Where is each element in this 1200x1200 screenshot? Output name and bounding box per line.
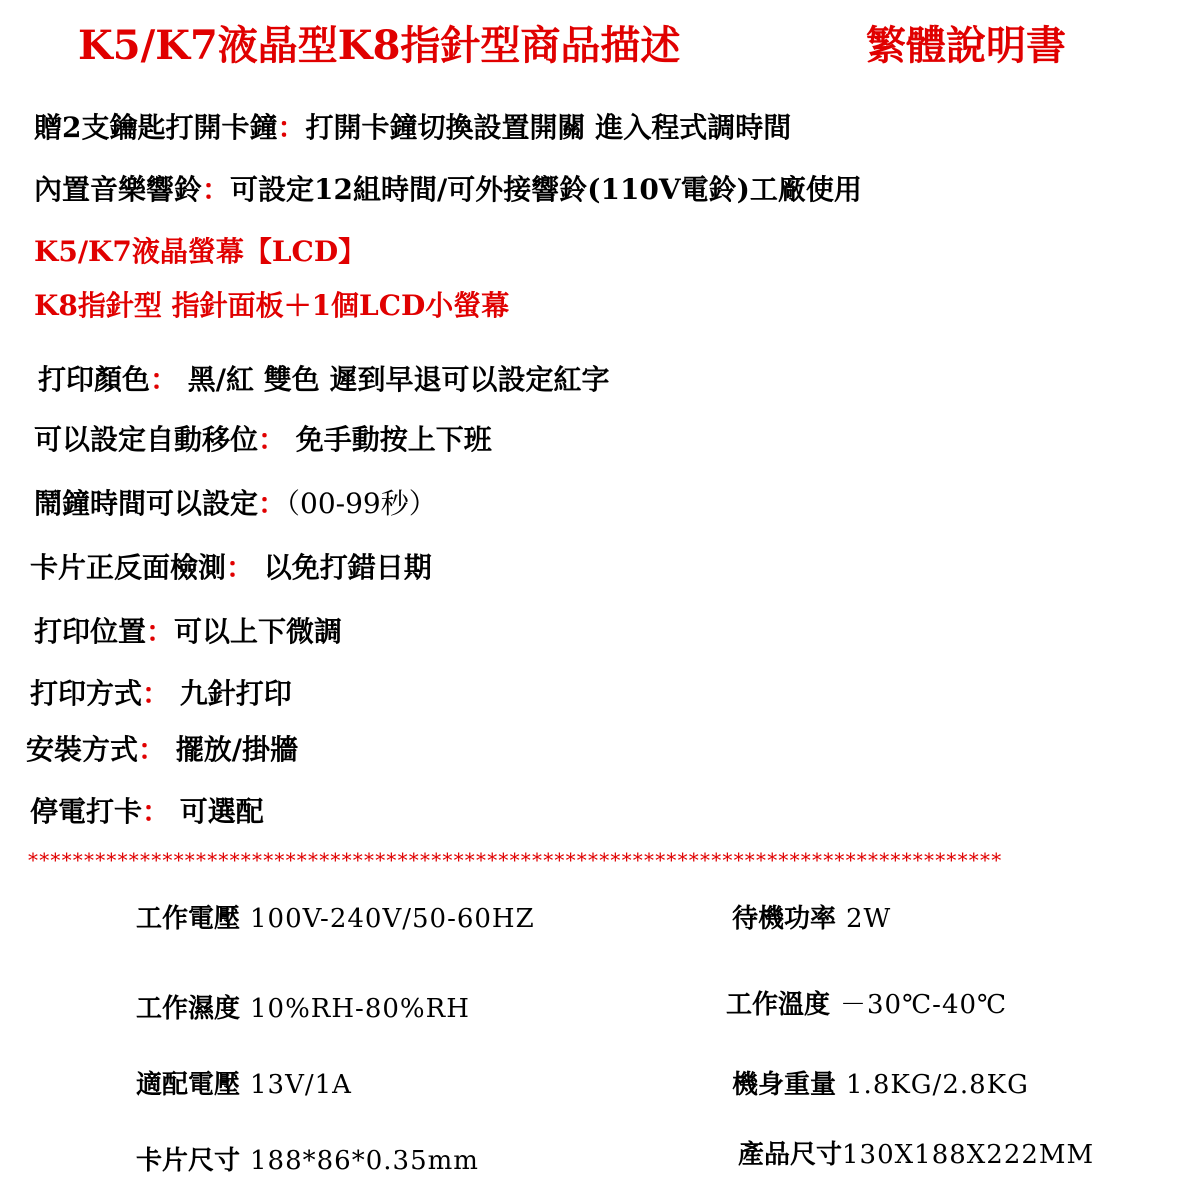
option-print-color — [38, 358, 610, 398]
spec-voltage — [136, 898, 535, 935]
page-title: K5/K7液晶型K8指針型商品描述 — [78, 22, 681, 69]
feature-music-bell — [34, 168, 862, 208]
option-separator: ： — [258, 423, 287, 456]
feature-separator: ： — [277, 111, 306, 144]
star-divider: *************************************************************************************** — [28, 848, 1003, 872]
option-label: 可以設定自動移位 — [34, 423, 259, 456]
spec-value: 2W — [846, 904, 892, 934]
spec-value: 188*86*0.35mm — [250, 1146, 479, 1176]
spec-adapter — [136, 1064, 352, 1101]
option-value: 可選配 — [179, 795, 264, 828]
feature-value: 可設定12組時間/可外接響鈴(110V電鈴)工廠使用 — [230, 173, 862, 206]
option-label: 打印方式 — [30, 677, 143, 710]
option-alarm-time — [34, 482, 437, 522]
spec-humidity — [136, 988, 470, 1025]
spec-label: 機身重量 — [732, 1070, 837, 1100]
spec-label: 工作電壓 — [136, 904, 241, 934]
option-separator: ： — [142, 795, 171, 828]
spec-label: 工作濕度 — [136, 994, 241, 1024]
spec-value: 1.8KG/2.8KG — [846, 1070, 1029, 1100]
option-label: 打印位置 — [34, 615, 147, 648]
spec-temperature — [726, 984, 1007, 1021]
option-label: 鬧鐘時間可以設定 — [34, 487, 259, 520]
spec-value: 130X188X222MM — [842, 1140, 1095, 1170]
spec-label: 工作溫度 — [726, 990, 831, 1020]
spec-label: 待機功率 — [732, 904, 837, 934]
option-card-detect — [30, 546, 432, 586]
display-note-k8: K8指針型 指針面板＋1個LCD小螢幕 — [34, 289, 510, 322]
spec-value: 13V/1A — [250, 1070, 352, 1100]
option-separator: ： — [138, 733, 167, 766]
option-auto-shift — [34, 418, 492, 458]
option-value: 以免打錯日期 — [263, 551, 432, 584]
spec-value: 10%RH-80%RH — [250, 994, 470, 1024]
option-label: 打印顏色 — [38, 363, 151, 396]
feature-label: 贈2支鑰匙打開卡鐘 — [34, 111, 278, 144]
option-value: 黑/紅 雙色 遲到早退可以設定紅字 — [187, 363, 610, 396]
feature-keys — [34, 106, 791, 146]
option-value: （00-99秒） — [286, 487, 437, 520]
option-separator: ： — [150, 363, 179, 396]
option-print-method — [30, 672, 292, 712]
spec-value: 100V-240V/50-60HZ — [250, 904, 535, 934]
option-separator: ： — [226, 551, 255, 584]
spec-product-size — [738, 1134, 1094, 1171]
spec-card-size — [136, 1140, 479, 1177]
option-separator: ： — [146, 615, 175, 648]
spec-label: 產品尺寸 — [738, 1140, 843, 1170]
option-label: 安裝方式 — [26, 733, 139, 766]
option-separator: ： — [258, 487, 287, 520]
page-subtitle: 繁體說明書 — [866, 22, 1066, 69]
option-label: 卡片正反面檢測 — [30, 551, 227, 584]
spec-label: 適配電壓 — [136, 1070, 241, 1100]
spec-standby-power — [732, 898, 891, 935]
option-print-position — [34, 610, 342, 650]
option-value: 可以上下微調 — [174, 615, 343, 648]
display-note-lcd: K5/K7液晶螢幕【LCD】 — [34, 235, 367, 268]
spec-weight — [732, 1064, 1029, 1101]
option-value: 擺放/掛牆 — [175, 733, 299, 766]
option-value: 免手動按上下班 — [295, 423, 492, 456]
spec-value: －30℃-40℃ — [840, 990, 1008, 1020]
option-install-method — [26, 728, 298, 768]
feature-separator: ： — [202, 173, 231, 206]
option-label: 停電打卡 — [30, 795, 143, 828]
feature-label: 內置音樂響鈴 — [34, 173, 203, 206]
option-power-outage — [30, 790, 264, 830]
feature-value: 打開卡鐘切換設置開關 進入程式調時間 — [305, 111, 792, 144]
option-value: 九針打印 — [179, 677, 292, 710]
spec-label: 卡片尺寸 — [136, 1146, 241, 1176]
option-separator: ： — [142, 677, 171, 710]
